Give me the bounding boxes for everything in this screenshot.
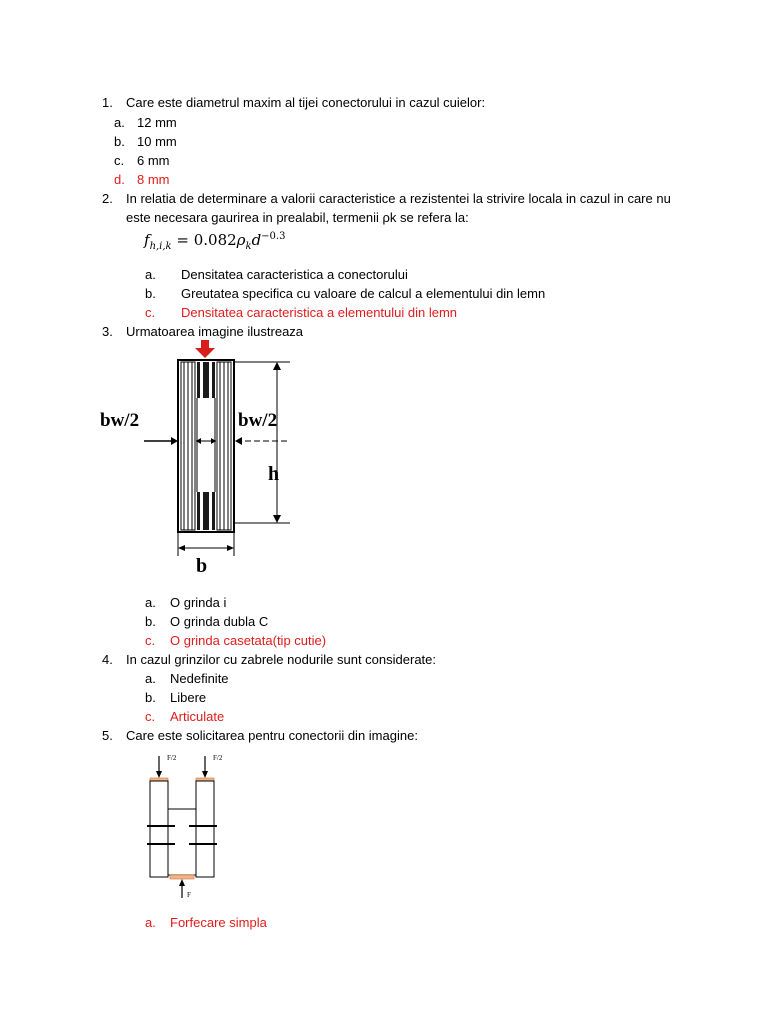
option-text: 6 mm [137,153,170,168]
option-letter: b. [145,614,156,629]
formula-f: f [144,231,150,249]
option-letter: c. [114,153,125,168]
question-number: 4. [102,652,113,667]
question-number: 5. [102,728,113,743]
question-number: 2. [102,191,113,206]
load-arrow-icon [195,340,215,358]
option-letter: b. [114,134,125,149]
option-letter: b. [145,286,156,301]
top-left-force-label: F/2 [167,754,177,762]
formula-exponent: −0.3 [261,231,286,242]
option-letter: a. [145,595,156,610]
correct-option-text: O grinda casetata(tip cutie) [170,633,327,648]
question-text-line-1: In relatia de determinare a valorii caracteristice a rezistentei la strivire locala in cazul in care nu [126,191,671,206]
height-label: h [268,463,280,485]
formula-f-subscript: h,i,k [149,241,172,252]
correct-option-text: 8 mm [137,172,170,187]
question-text-line-2: este necesara gaurirea in prealabil, termenii ρk se refera la: [126,210,469,225]
option-text: 10 mm [137,134,177,149]
correct-option-letter: a. [145,915,156,930]
width-label: b [196,555,208,577]
correct-option-letter: c. [145,305,156,320]
correct-option-letter: c. [145,709,156,724]
correct-option-text: Forfecare simpla [170,915,267,930]
question-text: Urmatoarea imagine ilustreaza [126,324,304,339]
option-text: 12 mm [137,115,177,130]
question-text: Care este solicitarea pentru conectorii din imagine: [126,728,418,743]
formula-rho-subscript: k [245,241,252,252]
top-right-force-label: F/2 [213,754,223,762]
connector-test-figure [135,750,255,910]
box-beam-figure [100,340,300,600]
left-bw-label: bw/2 [100,410,140,431]
formula-d: d [251,231,262,249]
option-text: Nedefinite [170,671,229,686]
formula-rho: ρ [236,231,246,249]
bottom-force-label: F [187,891,191,899]
question-text: Care este diametrul maxim al tijei conectorului in cazul cuielor: [126,95,486,110]
right-bw-label: bw/2 [238,410,278,431]
correct-option-text: Articulate [170,709,225,724]
question-text: In cazul grinzilor cu zabrele nodurile sunt considerate: [126,652,437,667]
option-text: Greutatea specifica cu valoare de calcul a elementului din lemn [181,286,546,301]
option-text: Densitatea caracteristica a conectorului [181,267,408,282]
correct-option-letter: d. [114,172,125,187]
option-letter: a. [114,115,125,130]
option-text: O grinda dubla C [170,614,269,629]
correct-option-letter: c. [145,633,156,648]
question-number: 1. [102,95,113,110]
option-letter: a. [145,671,156,686]
question-number: 3. [102,324,113,339]
correct-option-text: Densitatea caracteristica a elementului din lemn [181,305,458,320]
option-letter: b. [145,690,156,705]
option-letter: a. [145,267,156,282]
option-text: Libere [170,690,207,705]
formula-coefficient: = 0.082 [171,231,237,249]
formula [144,231,285,252]
option-text: O grinda i [170,595,227,610]
